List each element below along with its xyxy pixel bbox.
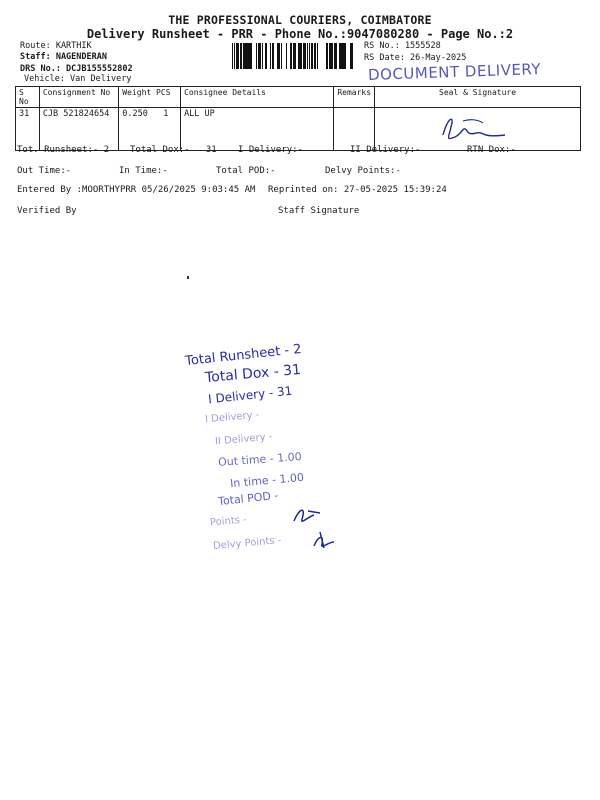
- cell-sno: 31: [16, 108, 40, 151]
- out-time: Out Time:-: [17, 166, 72, 176]
- handwritten-in-time: In time - 1.00: [229, 470, 305, 491]
- handwritten-line-4: I Delivery -: [204, 409, 260, 426]
- drs-number: DRS No.: DCJB155552802: [20, 64, 133, 74]
- barcode: [232, 43, 356, 69]
- col-header-seal-signature: Seal & Signature: [375, 87, 581, 108]
- handwritten-initial-icon: [306, 528, 340, 550]
- col-header-weight-pcs: Weight PCS: [119, 87, 181, 108]
- handwritten-delvy-points: Delvy Points -: [212, 535, 282, 552]
- cell-consignee: ALL UP: [181, 108, 334, 151]
- reprinted-on: Reprinted on: 27-05-2025 15:39:24: [268, 185, 447, 195]
- runsheet-subtitle: Delivery Runsheet - PRR - Phone No.:9047080280 - Page No.:2: [86, 27, 514, 41]
- col-header-sno: S No: [16, 87, 40, 108]
- cell-weight-pcs: 0.250 1: [119, 108, 181, 151]
- route-label: Route: KARTHIK: [20, 41, 92, 51]
- consignment-table: [15, 86, 581, 151]
- handwritten-signature-icon: [288, 505, 324, 527]
- vehicle-label: Vehicle: Van Delivery: [24, 74, 132, 84]
- handwritten-i-delivery: I Delivery - 31: [207, 383, 293, 407]
- handwritten-total-runsheet: Total Runsheet - 2: [184, 341, 303, 370]
- col-header-consignee: Consignee Details: [181, 87, 334, 108]
- company-title: THE PROFESSIONAL COURIERS, COIMBATORE: [168, 13, 432, 27]
- receiver-signature-icon: [433, 111, 513, 145]
- rs-date: RS Date: 26-May-2025: [364, 53, 467, 63]
- entered-by: Entered By :MOORTHYPRR 05/26/2025 9:03:45 AM: [17, 185, 256, 195]
- col-header-remarks: Remarks: [334, 87, 375, 108]
- total-dox: Total Dox:- 31: [130, 145, 217, 155]
- handwritten-total-pod: Total POD -: [217, 488, 279, 509]
- in-time: In Time:-: [119, 166, 168, 176]
- col-header-consignment: Consignment No: [39, 87, 118, 108]
- cell-consignment: CJB 521824654: [39, 108, 118, 151]
- handwritten-line-5: II Delivery -: [214, 431, 273, 448]
- handwritten-points: Points -: [209, 514, 248, 529]
- tot-runsheet: Tot. Runsheet:- 2: [17, 145, 110, 155]
- scan-speck: [187, 276, 189, 279]
- ii-delivery: II Delivery:-: [350, 145, 421, 155]
- delvy-points: Delvy Points:-: [325, 166, 401, 176]
- verified-by: Verified By: [17, 206, 77, 216]
- handwritten-out-time: Out time - 1.00: [217, 450, 303, 469]
- staff-signature: Staff Signature: [278, 206, 360, 216]
- rtn-dox: RTN Dox:-: [467, 145, 516, 155]
- rs-number: RS No.: 1555528: [364, 41, 441, 51]
- total-pod: Total POD:-: [216, 166, 276, 176]
- i-delivery: I Delivery:-: [238, 145, 304, 155]
- handwritten-total-dox: Total Dox - 31: [204, 361, 302, 387]
- table-header-row: [16, 87, 581, 108]
- staff-label: Staff: NAGENDERAN: [20, 52, 107, 62]
- document-delivery-stamp: DOCUMENT DELIVERY: [367, 59, 542, 85]
